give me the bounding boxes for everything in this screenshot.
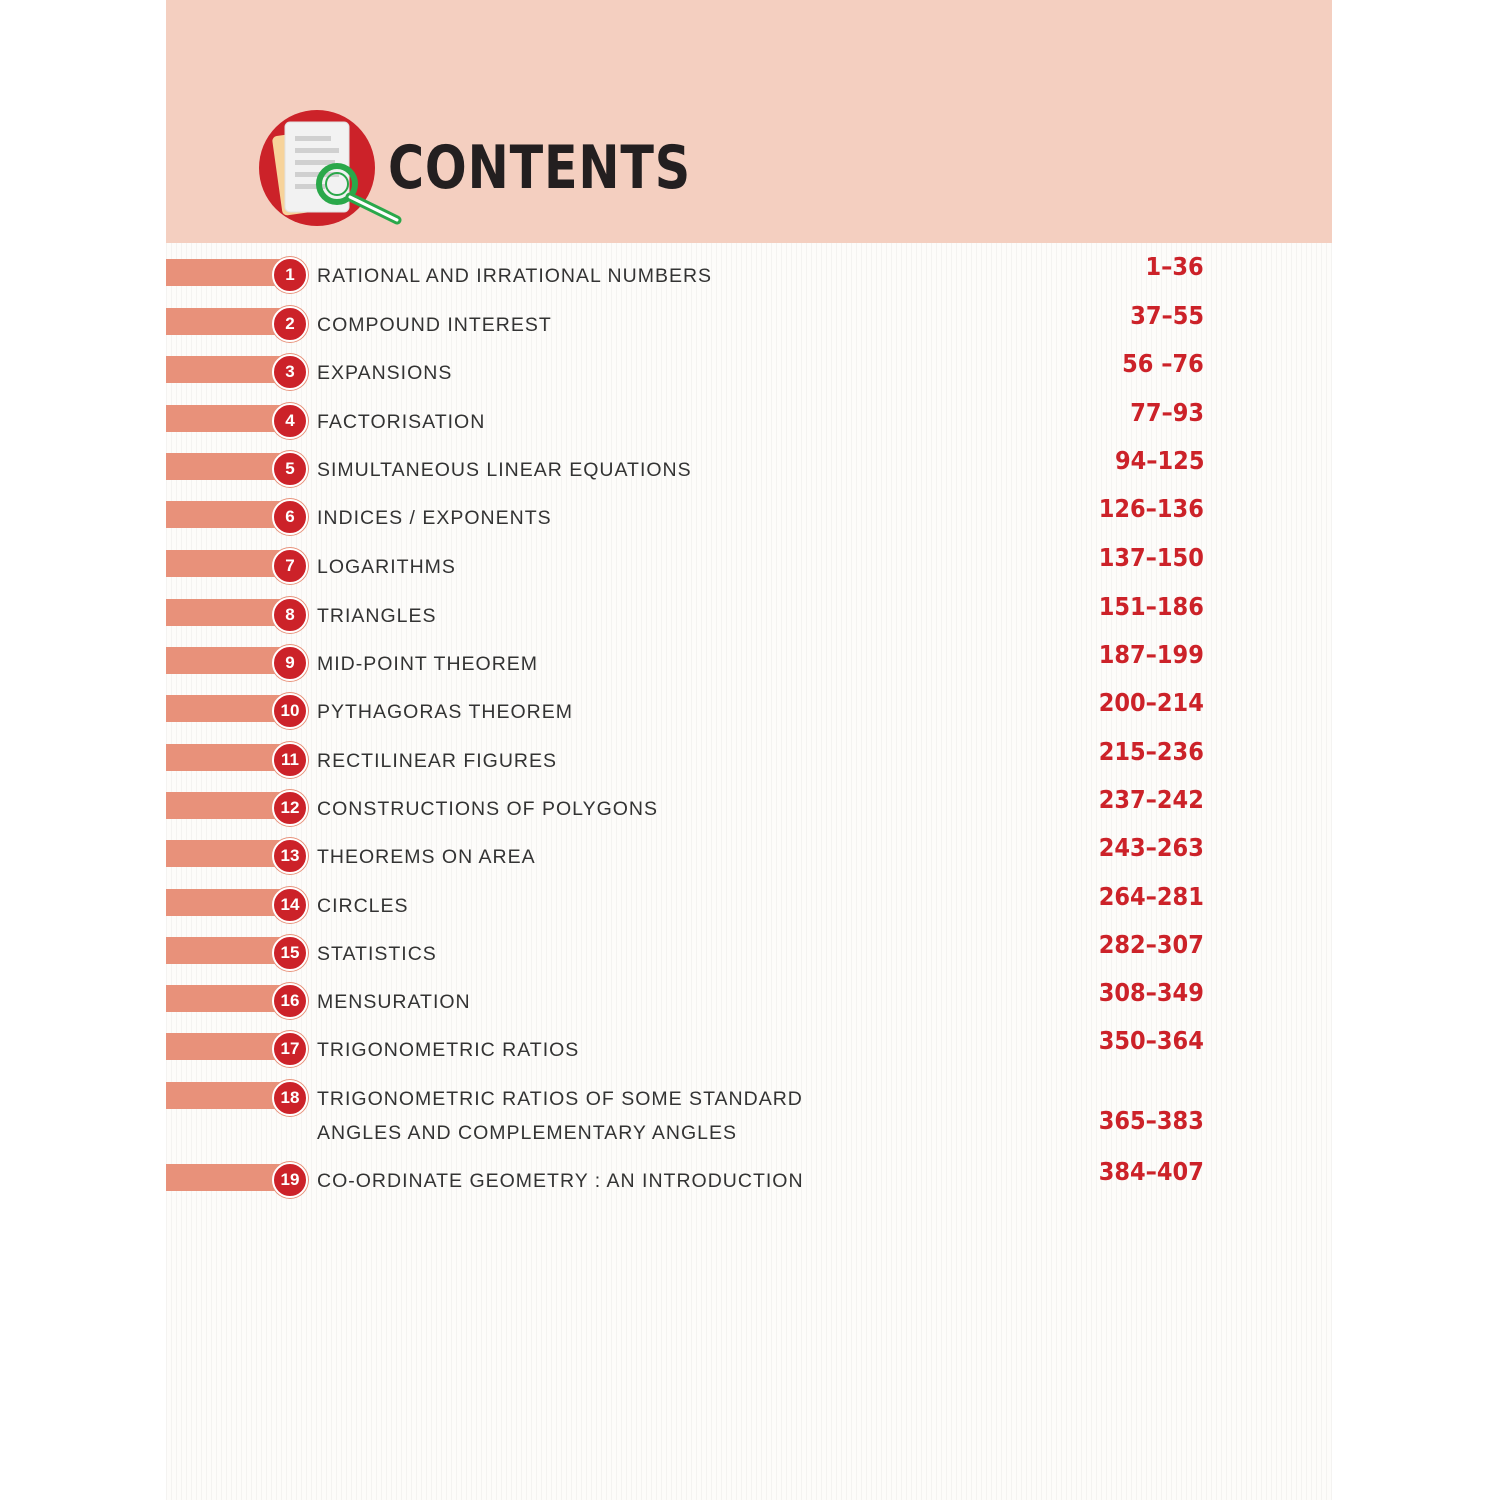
chapter-title [317,1082,803,1150]
toc-row[interactable] [166,446,1266,491]
chapter-page-range: 56 –76 [1122,349,1204,378]
toc-bar [166,501,284,528]
chapter-page-range: 77–93 [1130,398,1204,427]
chapter-page-range: 1–36 [1145,252,1204,281]
chapter-title-line: RECTILINEAR FIGURES [317,750,558,772]
chapter-page-range: 282–307 [1098,930,1204,959]
chapter-title [317,744,557,778]
toc-bar [166,647,284,674]
toc-bar [166,308,284,335]
toc-row[interactable] [166,1026,1266,1071]
toc-bar [166,259,284,286]
toc-row[interactable] [166,1157,1266,1202]
toc-row[interactable] [166,1080,1266,1160]
chapter-page-range: 37–55 [1130,301,1204,330]
chapter-page-range: 137–150 [1098,543,1204,572]
chapter-number-badge: 17 [272,1031,308,1067]
chapter-title [317,792,658,826]
toc-row[interactable] [166,833,1266,878]
toc-row[interactable] [166,398,1266,443]
chapter-title-line: SIMULTANEOUS LINEAR EQUATIONS [317,459,692,481]
toc-bar [166,937,284,964]
chapter-number-badge: 19 [272,1162,308,1198]
chapter-page-range: 200–214 [1098,688,1204,717]
chapter-number-badge: 6 [272,499,308,535]
chapter-title-line: COMPOUND INTEREST [317,314,552,336]
toc-bar [166,1033,284,1060]
chapter-number-badge: 18 [272,1080,308,1116]
chapter-number-badge: 13 [272,838,308,874]
chapter-title-line: CIRCLES [317,895,409,917]
chapter-page-range: 264–281 [1098,882,1204,911]
toc-row[interactable] [166,592,1266,637]
toc-row[interactable] [166,785,1266,830]
chapter-page-range: 215–236 [1098,737,1204,766]
chapter-title [317,453,692,487]
toc-row[interactable] [166,543,1266,588]
chapter-title-line: RATIONAL AND IRRATIONAL NUMBERS [317,265,713,287]
toc-row[interactable] [166,252,1266,297]
toc-row[interactable] [166,494,1266,539]
toc-bar [166,1082,284,1109]
toc-row[interactable] [166,737,1266,782]
chapter-number-badge: 7 [272,548,308,584]
toc-row[interactable] [166,688,1266,733]
chapter-title-line: TRIGONOMETRIC RATIOS OF SOME STANDARD [317,1088,803,1110]
chapter-page-range: 384–407 [1098,1157,1204,1186]
chapter-title [317,405,485,439]
chapter-title [317,889,409,923]
chapter-title-line: MID-POINT THEOREM [317,653,539,675]
chapter-title-line: TRIGONOMETRIC RATIOS [317,1039,580,1061]
chapter-title-line: CONSTRUCTIONS OF POLYGONS [317,798,658,820]
toc-row[interactable] [166,978,1266,1023]
toc-row[interactable] [166,349,1266,394]
chapter-title [317,308,552,342]
chapter-page-range: 350–364 [1098,1026,1204,1055]
chapter-title [317,840,536,874]
chapter-number-badge: 2 [272,306,308,342]
chapter-number-badge: 11 [272,742,308,778]
chapter-page-range: 243–263 [1098,833,1204,862]
chapter-number-badge: 16 [272,983,308,1019]
page-title: CONTENTS [388,133,692,203]
chapter-number-badge: 12 [272,790,308,826]
toc-row[interactable] [166,301,1266,346]
chapter-number-badge: 1 [272,257,308,293]
chapter-title [317,501,552,535]
chapter-number-badge: 15 [272,935,308,971]
chapter-title [317,259,712,293]
toc-bar [166,792,284,819]
chapter-page-range: 187–199 [1098,640,1204,669]
chapter-title [317,647,538,681]
chapter-page-range: 126–136 [1098,494,1204,523]
toc-bar [166,840,284,867]
chapter-number-badge: 10 [272,693,308,729]
chapter-title-line: FACTORISATION [317,411,486,433]
chapter-title [317,599,437,633]
chapter-number-badge: 9 [272,645,308,681]
toc-bar [166,453,284,480]
chapter-title-line: EXPANSIONS [317,362,453,384]
chapter-title [317,1164,804,1198]
toc-row[interactable] [166,930,1266,975]
chapter-title-line: TRIANGLES [317,605,437,627]
chapter-title [317,985,471,1019]
chapter-title-line: MENSURATION [317,991,471,1013]
chapter-number-badge: 14 [272,887,308,923]
chapter-title [317,550,456,584]
chapter-number-badge: 8 [272,597,308,633]
toc-bar [166,550,284,577]
chapter-page-range: 94–125 [1114,446,1204,475]
chapter-title [317,937,437,971]
chapter-title [317,1033,579,1067]
chapter-page-range: 237–242 [1098,785,1204,814]
chapter-title-line: ANGLES AND COMPLEMENTARY ANGLES [317,1122,738,1144]
chapter-title-line: PYTHAGORAS THEOREM [317,701,574,723]
toc-row[interactable] [166,882,1266,927]
chapter-number-badge: 4 [272,403,308,439]
toc-bar [166,356,284,383]
toc-bar [166,889,284,916]
chapter-page-range: 308–349 [1098,978,1204,1007]
chapter-page-range: 151–186 [1098,592,1204,621]
chapter-number-badge: 5 [272,451,308,487]
toc-bar [166,1164,284,1191]
chapter-title-line: CO-ORDINATE GEOMETRY : AN INTRODUCTION [317,1170,804,1192]
toc-bar [166,599,284,626]
chapter-title-line: STATISTICS [317,943,437,965]
toc-bar [166,985,284,1012]
chapter-number-badge: 3 [272,354,308,390]
chapter-title [317,695,573,729]
chapter-title [317,356,452,390]
toc-bar [166,695,284,722]
toc-bar [166,744,284,771]
toc-bar [166,405,284,432]
chapter-title-line: THEOREMS ON AREA [317,846,536,868]
toc-row[interactable] [166,640,1266,685]
chapter-page-range: 365–383 [1098,1106,1204,1135]
chapter-title-line: LOGARITHMS [317,556,456,578]
chapter-title-line: INDICES / EXPONENTS [317,507,552,529]
